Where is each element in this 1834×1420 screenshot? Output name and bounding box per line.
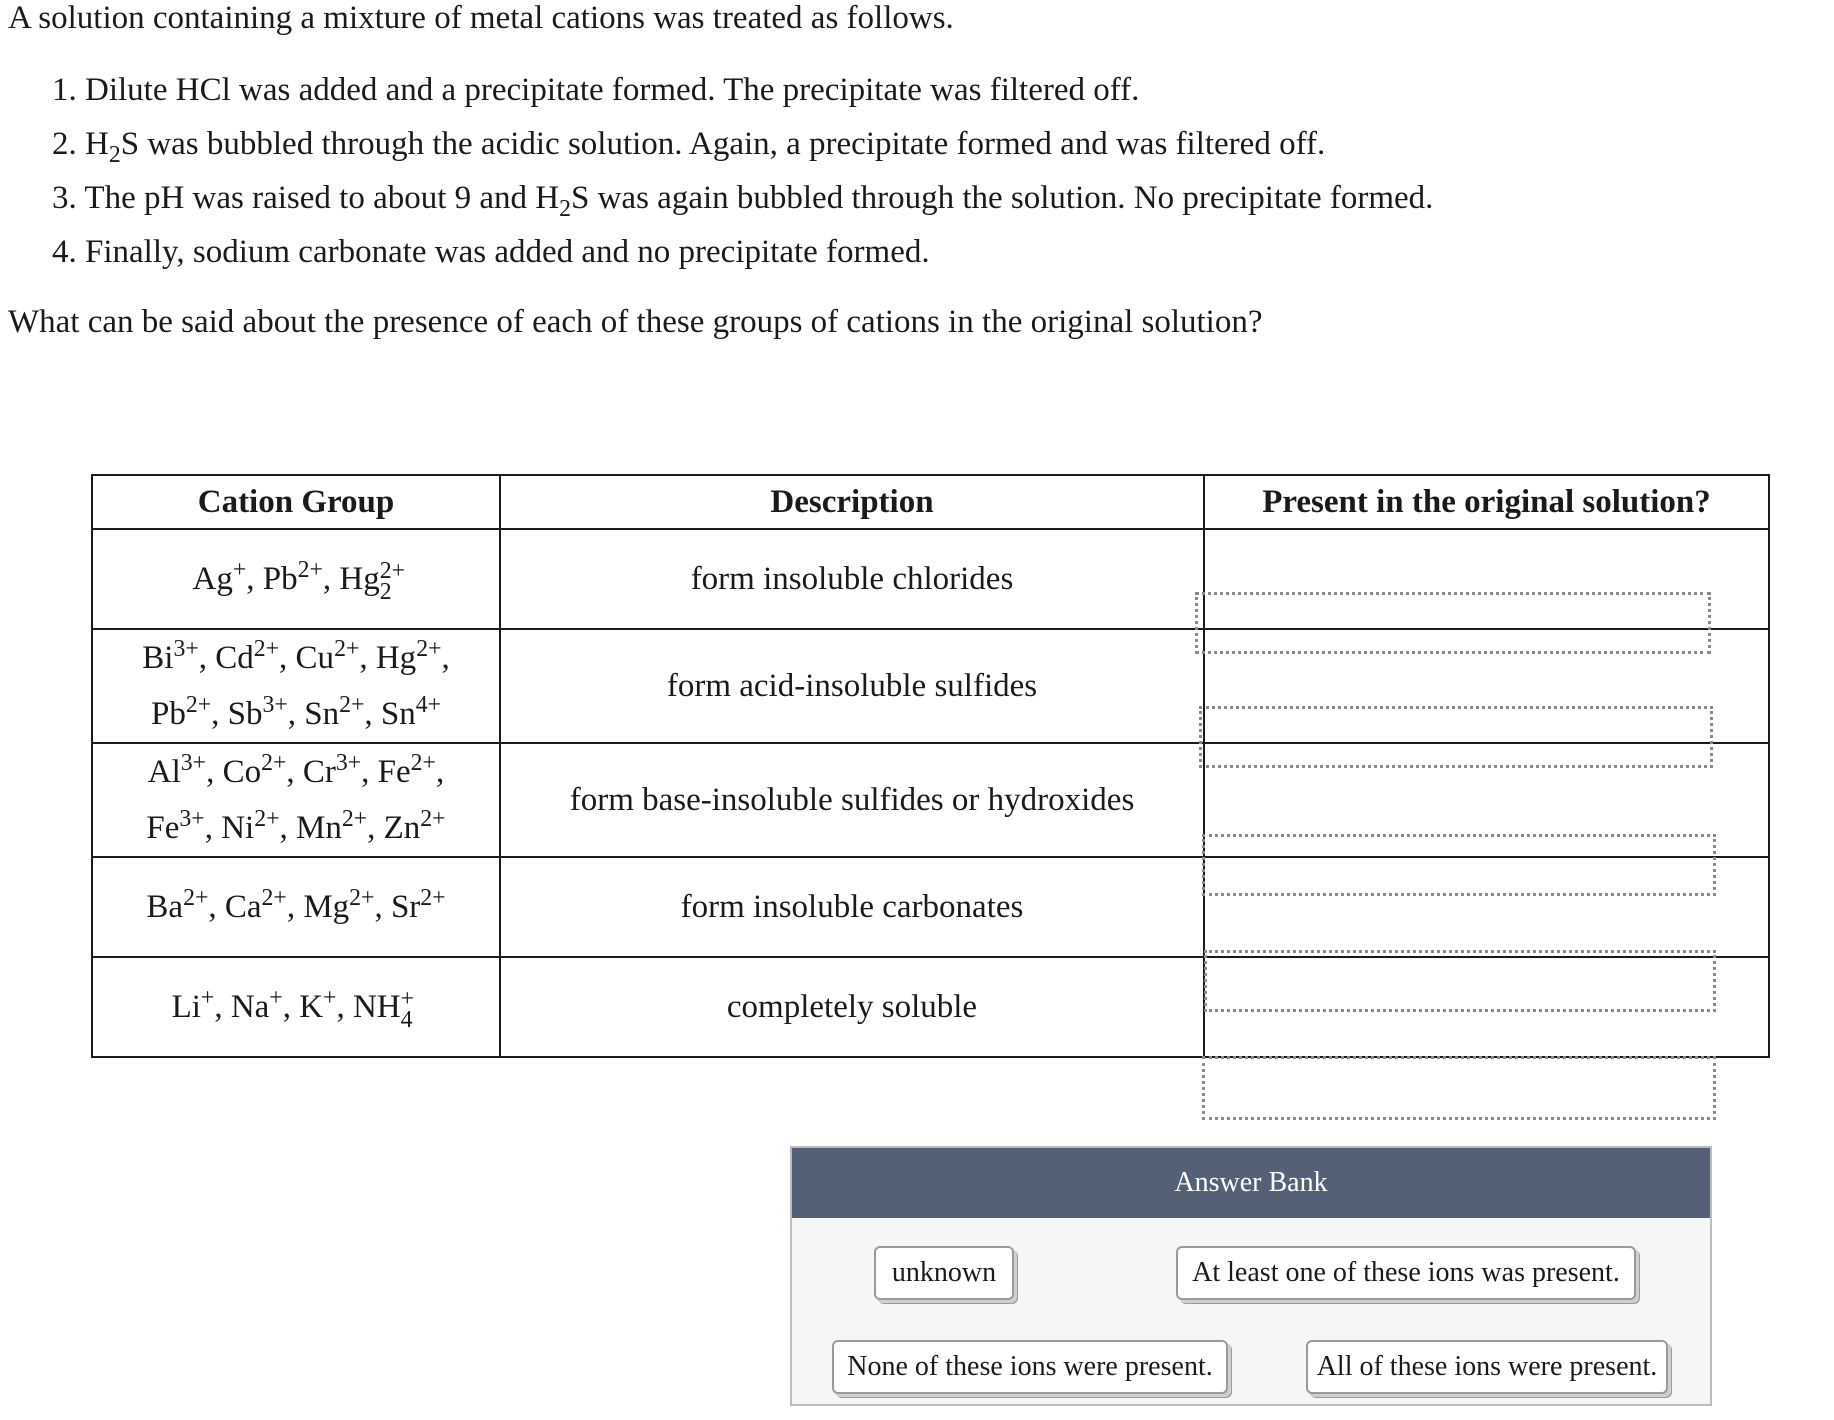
answer-dropzone-2[interactable]: [1199, 706, 1713, 768]
ion-symbol: Mn: [295, 810, 342, 846]
ion-charge: 2+: [420, 806, 446, 833]
answer-dropzone-5[interactable]: [1202, 1056, 1716, 1120]
ion-charge: 2+: [416, 636, 442, 663]
ion-charge: 2+: [334, 636, 360, 663]
separator: ,: [279, 640, 288, 676]
ion-charge: 3+: [173, 636, 199, 663]
step-text: H: [85, 126, 109, 162]
charge-stack: [400, 984, 421, 1034]
cation-line: [93, 744, 499, 800]
cation-line: [93, 686, 499, 742]
separator: ,: [361, 754, 370, 790]
separator: ,: [287, 696, 296, 732]
ion-charge: 2+: [379, 557, 405, 584]
step-text: S was bubbled through the acidic solution. Again, a precipitate formed and was filtered off.: [120, 126, 1326, 162]
ion-symbol: Al: [147, 754, 181, 790]
separator: ,: [286, 889, 296, 925]
separator: ,: [322, 561, 332, 597]
ion-subscript: 4: [400, 1007, 413, 1034]
ion-charge: 4+: [415, 692, 442, 719]
ion-charge: 2+: [185, 692, 212, 719]
header-description: Description: [500, 475, 1204, 529]
ion-symbol: Zn: [383, 810, 421, 846]
ion-symbol: Bi: [142, 640, 174, 676]
ion-symbol: Hg: [375, 640, 417, 676]
step-text: Finally, sodium carbonate was added and no precipitate formed.: [85, 234, 930, 270]
procedure-steps: [52, 70, 1433, 286]
separator: ,: [367, 810, 376, 846]
ion-charge: 2+: [420, 885, 446, 912]
ion-symbol: Ag: [192, 561, 233, 597]
description-cell: form acid-insoluble sulfides: [500, 629, 1204, 743]
separator: ,: [359, 640, 368, 676]
ion-charge: +: [232, 557, 247, 584]
step-text: S was again bubbled through the solution. No precipitate formed.: [571, 180, 1434, 216]
ion-symbol: Sn: [380, 696, 416, 732]
separator: ,: [435, 754, 445, 790]
ion-charge: +: [400, 985, 415, 1012]
separator: ,: [208, 889, 217, 925]
header-present: Present in the original solution?: [1204, 475, 1769, 529]
description-cell: form insoluble carbonates: [500, 857, 1204, 957]
charge-stack: [379, 556, 405, 606]
step-text: Dilute HCl was added and a precipitate formed. The precipitate was filtered off.: [85, 72, 1140, 108]
step-4: [52, 232, 1433, 286]
ion-symbol: Ca: [224, 889, 262, 925]
ion-charge: 2+: [297, 557, 323, 584]
answer-bank: [790, 1146, 1712, 1406]
separator: ,: [282, 989, 291, 1025]
separator: ,: [246, 561, 255, 597]
ion-symbol: Li: [171, 989, 201, 1025]
answer-dropzone-3[interactable]: [1202, 834, 1716, 896]
step-3: [52, 178, 1433, 232]
separator: ,: [214, 989, 223, 1025]
ion-charge: 2+: [410, 750, 436, 777]
ion-symbol: Fe: [377, 754, 411, 790]
ion-symbol: Pb: [150, 696, 186, 732]
ion-charge: 2+: [253, 636, 280, 663]
separator: ,: [374, 889, 383, 925]
answer-dropzone-4[interactable]: [1204, 950, 1716, 1012]
ion-symbol: Fe: [146, 810, 180, 846]
separator: ,: [198, 640, 207, 676]
header-cation-group: Cation Group: [92, 475, 500, 529]
step-2: [52, 124, 1433, 178]
ion-symbol: Cr: [302, 754, 336, 790]
ion-symbol: Ni: [221, 810, 255, 846]
ion-charge: 2+: [261, 885, 287, 912]
step-number: 2.: [52, 126, 77, 162]
cation-group-cell: [92, 957, 500, 1057]
cation-group-cell: [92, 857, 500, 957]
separator: ,: [286, 754, 295, 790]
ion-charge: +: [269, 985, 283, 1012]
cation-group-cell: [92, 629, 500, 743]
step-number: 1.: [52, 72, 77, 108]
cation-line: [93, 800, 499, 856]
answer-chip-none[interactable]: None of these ions were present.: [832, 1340, 1228, 1394]
separator: ,: [336, 989, 345, 1025]
ion-symbol: Sb: [227, 696, 263, 732]
ion-charge: +: [200, 985, 215, 1012]
separator: ,: [279, 810, 288, 846]
subscript: 2: [108, 142, 121, 169]
ion-symbol: Cd: [215, 640, 254, 676]
description-cell: completely soluble: [500, 957, 1204, 1057]
ion-symbol: Na: [230, 989, 270, 1025]
step-number: 3.: [52, 180, 77, 216]
step-number: 4.: [52, 234, 77, 270]
ion-charge: 3+: [180, 750, 207, 777]
ion-charge: 3+: [335, 750, 362, 777]
cation-group-cell: [92, 743, 500, 857]
ion-charge: 2+: [349, 885, 375, 912]
step-1: [52, 70, 1433, 124]
step-text: The pH was raised to about 9 and H: [84, 180, 560, 216]
ion-symbol: NH: [352, 989, 401, 1025]
ion-symbol: Mg: [303, 889, 350, 925]
cation-line: [93, 630, 499, 686]
ion-subscript: 2: [379, 579, 392, 606]
description-cell: form base-insoluble sulfides or hydroxides: [500, 743, 1204, 857]
answer-dropzone-1[interactable]: [1195, 592, 1711, 654]
ion-symbol: Ba: [146, 889, 184, 925]
answer-bank-header: Answer Bank: [792, 1148, 1710, 1218]
ion-symbol: Sr: [390, 889, 421, 925]
answer-chip-at-least-one[interactable]: At least one of these ions was present.: [1176, 1246, 1636, 1300]
ion-charge: 3+: [179, 806, 205, 833]
ion-symbol: Sn: [304, 696, 340, 732]
description-cell: form insoluble chlorides: [500, 529, 1204, 629]
ion-symbol: Cu: [295, 640, 335, 676]
ion-charge: 2+: [341, 806, 368, 833]
ion-charge: 2+: [339, 692, 365, 719]
ion-symbol: K: [299, 989, 324, 1025]
ion-symbol: Pb: [262, 561, 298, 597]
ion-charge: +: [323, 985, 337, 1012]
separator: ,: [211, 696, 220, 732]
ion-symbol: Co: [222, 754, 262, 790]
ion-symbol: Hg: [339, 561, 380, 597]
separator: ,: [206, 754, 215, 790]
ion-charge: 2+: [261, 750, 287, 777]
intro-text: A solution containing a mixture of metal cations was treated as follows.: [8, 0, 954, 36]
ion-charge: 3+: [262, 692, 288, 719]
separator: ,: [441, 640, 450, 676]
answer-chip-all[interactable]: All of these ions were present.: [1306, 1340, 1668, 1394]
answer-chip-unknown[interactable]: unknown: [874, 1246, 1014, 1300]
question-text: What can be said about the presence of each of these groups of cations in the original solution?: [8, 304, 1263, 340]
subscript: 2: [559, 196, 571, 223]
ion-charge: 2+: [254, 806, 280, 833]
separator: ,: [364, 696, 373, 732]
ion-charge: 2+: [183, 885, 209, 912]
cation-group-cell: [92, 529, 500, 629]
separator: ,: [204, 810, 213, 846]
